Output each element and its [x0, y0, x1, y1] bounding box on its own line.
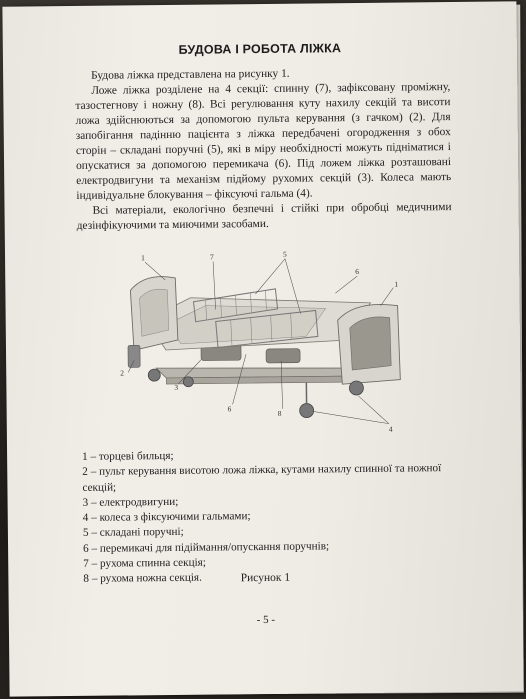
callout-8: 8	[277, 408, 282, 418]
bed-drawing	[127, 274, 400, 419]
callout-5: 5	[282, 249, 287, 259]
paragraph-materials: Всі матеріали, екологічно безпечні і стійкі при обробці медичними дезінфікуючими та миючими засобами.	[76, 201, 452, 232]
figure-legend	[82, 446, 453, 588]
legend-item: 8 – рухома ножна секція.	[83, 572, 202, 586]
legend-item: 2 – пульт керування висотою ложа ліжка, кутами нахилу спинної та ножної секцій;	[82, 462, 442, 494]
callout-6-top: 6	[355, 266, 359, 277]
legend-item: 7 – рухома спинна секція;	[83, 556, 206, 570]
callout-2: 2	[120, 368, 125, 378]
legend-item: 4 – колеса з фіксуючими гальмами;	[82, 510, 251, 525]
page-number: - 5 -	[256, 613, 276, 627]
callout-1-left: 1	[140, 253, 145, 263]
page-title: БУДОВА І РОБОТА ЛІЖКА	[178, 41, 342, 57]
bed-illustration	[105, 247, 417, 435]
callout-4: 4	[388, 424, 393, 434]
callout-3: 3	[174, 382, 179, 392]
paragraph-construction: Ложе ліжка розділене на 4 секції: спинну (7), зафіксовану проміжну, тазостегнову і ножну (8). Всі регулювання куту нахилу секцій та висоти ложа здійснюються за допомогою пульта керування (з гачком) (2). Для запобігання падінню пацієнта з ліжка передбачені огородження з обох сторін – складані поручні (5), які в міру необхідності можуть підніматися і опускатися за допомогою перемикача (6). Під ложем ліжка розташовані електродвигуни та механізм підйому рухомих секцій (3). Колеса мають індивідуальне блокування – фіксуючі гальма (4).	[75, 81, 452, 202]
legend-item: 6 – перемикачі для підіймання/опускання поручнів;	[83, 540, 330, 555]
legend-item: 1 – торцеві бильця;	[82, 449, 174, 463]
paragraph-intro: Будова ліжка представлена на рисунку 1.	[91, 67, 290, 82]
callout-6-bottom: 6	[227, 404, 232, 414]
callout-7: 7	[209, 252, 214, 262]
body-text	[75, 65, 452, 234]
document-page	[2, 1, 523, 696]
callout-1-right: 1	[394, 279, 399, 289]
legend-item: 5 – складані поручні;	[82, 526, 184, 540]
legend-item: 3 – електродвигуни;	[82, 495, 179, 509]
figure-caption: Рисунок 1	[240, 571, 291, 585]
